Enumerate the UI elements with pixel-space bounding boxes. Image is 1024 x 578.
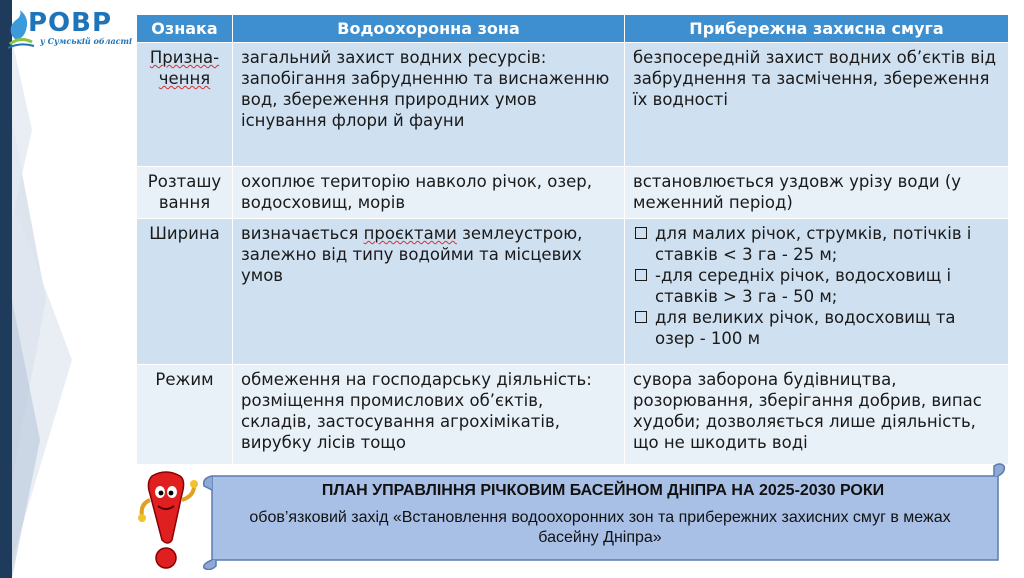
comparison-table [136, 14, 1009, 465]
row-label-location [137, 167, 233, 219]
label-line: вання [158, 193, 211, 212]
left-edge-strip [0, 0, 12, 578]
cell-zone-location: охоплює територію навколо річок, озер, водосховищ, морів [233, 167, 625, 219]
list-item-text: для великих річок, водосховищ та озер - 100 м [655, 308, 956, 348]
list-item [633, 265, 1000, 307]
cell-zone-purpose: загальний захист водних ресурсів: запобігання забрудненню та виснаженню вод, збереження природних умов існування флори й фауни [233, 43, 625, 167]
list-item-text: -для середніх річок, водосховищ і ставків > 3 га - 50 м; [655, 266, 952, 306]
plan-banner [200, 462, 1006, 570]
cell-strip-width [625, 219, 1009, 365]
label-line: Призна- [149, 48, 220, 67]
row-label-purpose [137, 43, 233, 167]
cell-zone-regime: обмеження на господарську діяльність: розміщення промислових об’єктів, складів, застосування агрохімікатів, вирубку лісів тощо [233, 365, 625, 465]
label-line: чення [158, 69, 211, 88]
banner-title: ПЛАН УПРАВЛІННЯ РІЧКОВИМ БАСЕЙНОМ ДНІПРА НА 2025-2030 РОКИ [321, 482, 885, 499]
decorative-arrows-background [12, 0, 132, 578]
list-item-text: для малих річок, струмків, потічків і ставків < 3 га - 25 м; [655, 224, 972, 264]
exclamation-mark-mascot-icon [136, 470, 198, 570]
table-row [137, 219, 1009, 365]
row-label-width [137, 219, 233, 365]
checkbox-bullet-icon [635, 311, 647, 323]
label-line: Режим [155, 370, 214, 389]
logo-text: РОВР [28, 8, 113, 38]
text-part: землеустрою, залежно від типу водойми та місцевих умов [241, 224, 583, 285]
row-label-regime [137, 365, 233, 465]
header-coastal-protection-strip: Прибережна захисна смуга [625, 15, 1009, 43]
table-row [137, 167, 1009, 219]
checkbox-bullet-icon [635, 269, 647, 281]
table-row [137, 43, 1009, 167]
table-row [137, 365, 1009, 465]
cell-zone-width [233, 219, 625, 365]
checkbox-bullet-icon [635, 227, 647, 239]
cell-strip-location: встановлюється уздовж урізу води (у меженний період) [625, 167, 1009, 219]
cell-strip-purpose: безпосередній захист водних об’єктів від забруднення та засмічення, збереження їх водності [625, 43, 1009, 167]
text-part: визначається [241, 224, 364, 243]
list-item [633, 223, 1000, 265]
width-list [633, 223, 1000, 349]
rovr-logo [6, 6, 133, 50]
label-line: Ширина [149, 224, 220, 243]
table-header-row [137, 15, 1009, 43]
cell-strip-regime: сувора заборона будівництва, розорювання, зберігання добрив, випас худоби; дозволяється лише діяльність, що не шкодить воді [625, 365, 1009, 465]
label-line: Розташу [147, 172, 222, 191]
header-water-protection-zone: Водоохоронна зона [233, 15, 625, 43]
banner-subtitle: обов’язковий захід «Встановлення водоохоронних зон та прибережних захисних смуг в межах басейну Дніпра» [249, 509, 951, 546]
header-feature: Ознака [137, 15, 233, 43]
logo-subtitle: у Сумській області [40, 36, 133, 46]
text-part-underlined: проєктами [363, 224, 457, 243]
list-item [633, 307, 1000, 349]
